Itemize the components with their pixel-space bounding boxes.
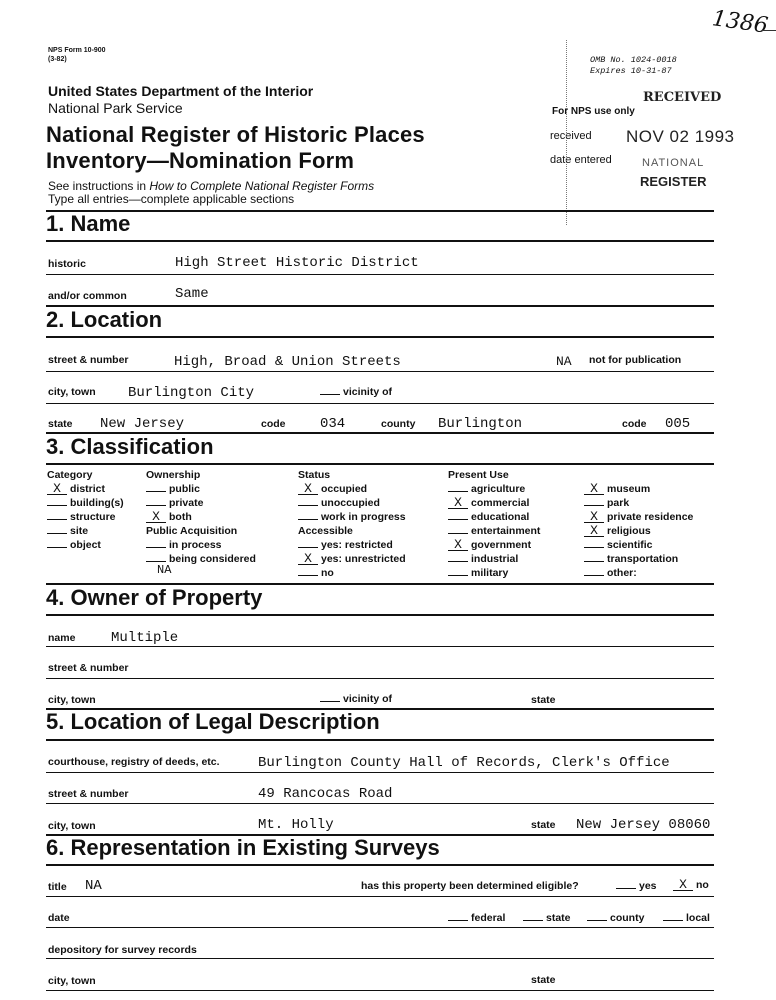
instructions-guide-title: How to Complete National Register Forms <box>149 179 375 193</box>
use-commercial[interactable] <box>448 497 529 509</box>
use-scientific[interactable] <box>584 539 653 551</box>
category-district[interactable] <box>47 483 105 495</box>
accessible-header: Accessible <box>298 525 353 537</box>
county-value[interactable]: Burlington <box>438 416 523 432</box>
form-title-line2: Inventory—Nomination Form <box>46 148 355 173</box>
option-label: educational <box>471 511 530 523</box>
option-label: museum <box>607 483 651 495</box>
checkbox[interactable] <box>146 491 166 492</box>
checkbox[interactable] <box>298 547 318 548</box>
checkbox[interactable]: X <box>584 483 604 495</box>
option-label: work in progress <box>321 511 406 523</box>
option-label: entertainment <box>471 525 541 537</box>
ownership-public[interactable] <box>146 483 200 495</box>
rule-city <box>46 403 714 404</box>
section-4-heading: 4. Owner of Property <box>46 585 263 610</box>
service-name: National Park Service <box>48 100 183 116</box>
checkbox[interactable]: X <box>298 483 318 495</box>
vicinity-text: vicinity of <box>343 386 393 398</box>
category-header: Category <box>47 469 93 481</box>
option-label: transportation <box>607 553 679 565</box>
state-label: state <box>48 418 73 430</box>
survey-local[interactable] <box>663 911 710 924</box>
option-label: agriculture <box>471 483 526 495</box>
owner-city-label: city, town <box>48 694 96 706</box>
use-park[interactable] <box>584 497 629 509</box>
omb-expires: Expires 10-31-87 <box>590 66 672 76</box>
stamp-register: REGISTER <box>640 174 707 189</box>
street-value[interactable]: High, Broad & Union Streets <box>174 354 401 370</box>
option-label: yes: restricted <box>321 539 393 551</box>
instructions-prefix: See instructions in <box>48 179 150 193</box>
rule-depository <box>46 958 714 959</box>
common-value[interactable]: Same <box>175 286 209 302</box>
form-title-line1: National Register of Historic Places <box>46 122 425 147</box>
handwritten-record-number: 1386 <box>710 6 770 39</box>
option-label: government <box>471 539 532 551</box>
county-blank[interactable] <box>587 911 607 921</box>
owner-street-label: street & number <box>48 662 129 674</box>
eligible-yes[interactable] <box>616 879 657 892</box>
option-label: no <box>321 567 334 579</box>
rule-s5-bottom <box>46 739 714 741</box>
not-for-publication-value[interactable]: NA <box>556 354 572 369</box>
accessible-restricted[interactable] <box>298 539 393 551</box>
use-religious[interactable] <box>584 525 651 537</box>
owner-vicinity <box>320 692 392 705</box>
instructions-line2: Type all entries—complete applicable sections <box>48 192 295 206</box>
local-blank[interactable] <box>663 911 683 921</box>
courthouse-label: courthouse, registry of deeds, etc. <box>48 756 220 768</box>
rule-s1-top <box>46 210 714 212</box>
checkbox[interactable]: X <box>584 525 604 537</box>
public-acquisition-header: Public Acquisition <box>146 525 238 537</box>
option-label: occupied <box>321 483 368 495</box>
rule-survey-date <box>46 927 714 928</box>
option-label: scientific <box>607 539 653 551</box>
option-label: unoccupied <box>321 497 380 509</box>
federal-label: federal <box>471 912 506 924</box>
option-label: military <box>471 567 509 579</box>
checkbox[interactable] <box>584 561 604 562</box>
category-object[interactable] <box>47 539 101 551</box>
state-value[interactable]: New Jersey <box>100 416 185 432</box>
section-2-heading: 2. Location <box>46 307 163 332</box>
accessible-unrestricted[interactable] <box>298 553 406 565</box>
rule-s6-bottom <box>46 864 714 866</box>
owner-vicinity-blank[interactable] <box>320 692 340 702</box>
use-other[interactable] <box>584 567 637 579</box>
owner-name-label: name <box>48 632 76 644</box>
checkbox[interactable]: X <box>298 553 318 565</box>
checkbox[interactable]: X <box>448 497 468 509</box>
survey-state-label: state <box>531 974 556 986</box>
survey-title-label: title <box>48 881 67 893</box>
legal-city-value[interactable]: Mt. Holly <box>258 817 334 833</box>
checkbox[interactable] <box>448 491 468 492</box>
depository-label: depository for survey records <box>48 944 197 956</box>
not-for-publication-label: not for publication <box>589 354 682 366</box>
section-1-heading: 1. Name <box>46 211 131 236</box>
stamp-received: RECEIVED <box>643 90 722 105</box>
received-label: received <box>550 130 592 142</box>
checkbox[interactable] <box>47 547 67 548</box>
agency-name: United States Department of the Interior <box>48 83 314 99</box>
survey-date-label: date <box>48 912 70 924</box>
eligible-no[interactable] <box>673 879 709 891</box>
rule-s2-bottom <box>46 336 714 338</box>
city-label: city, town <box>48 386 96 398</box>
option-label: industrial <box>471 553 519 565</box>
checkbox[interactable] <box>146 561 166 562</box>
nps-box-divider <box>566 40 567 225</box>
historic-label: historic <box>48 258 86 270</box>
status-occupied[interactable] <box>298 483 367 495</box>
survey-city-label: city, town <box>48 975 96 987</box>
status-header: Status <box>298 469 331 481</box>
checkbox[interactable] <box>448 575 468 576</box>
use-museum[interactable] <box>584 483 650 495</box>
option-label: object <box>70 539 101 551</box>
option-label: in process <box>169 539 222 551</box>
vicinity-blank[interactable] <box>320 385 340 395</box>
use-military[interactable] <box>448 567 508 579</box>
legal-street-label: street & number <box>48 788 129 800</box>
state-level-label: state <box>546 912 571 924</box>
rule-s3-bottom <box>46 463 714 465</box>
courthouse-value[interactable]: Burlington County Hall of Records, Clerk's Office <box>258 755 670 771</box>
legal-street-value[interactable]: 49 Rancocas Road <box>258 786 393 802</box>
use-government[interactable] <box>448 539 531 551</box>
checkbox[interactable] <box>584 505 604 506</box>
corner-mark <box>762 30 776 31</box>
legal-state-label: state <box>531 819 556 831</box>
status-work-in-progress[interactable] <box>298 511 406 523</box>
section-3-heading: 3. Classification <box>46 434 214 459</box>
category-buildings[interactable] <box>47 497 124 509</box>
checkbox[interactable] <box>47 533 67 534</box>
option-label: religious <box>607 525 651 537</box>
state-code-value[interactable]: 034 <box>320 416 346 432</box>
state-blank[interactable] <box>523 911 543 921</box>
use-agriculture[interactable] <box>448 483 525 495</box>
checkbox[interactable]: X <box>146 511 166 523</box>
use-entertainment[interactable] <box>448 525 540 537</box>
legal-state-value[interactable]: New Jersey 08060 <box>576 817 711 833</box>
option-label: other: <box>607 567 637 579</box>
checkbox[interactable] <box>448 561 468 562</box>
eligible-question: has this property been determined eligible? <box>361 880 579 892</box>
local-level-label: local <box>686 912 710 924</box>
option-label: yes: unrestricted <box>321 553 406 565</box>
accessible-no[interactable] <box>298 567 334 579</box>
section-5-heading: 5. Location of Legal Description <box>46 709 380 734</box>
section-6-heading: 6. Representation in Existing Surveys <box>46 835 440 860</box>
common-label: and/or common <box>48 290 127 302</box>
present-use-header: Present Use <box>448 469 509 481</box>
omb-number: OMB No. 1024-0018 <box>590 55 677 65</box>
checkbox[interactable] <box>146 505 166 506</box>
no-checkbox[interactable]: X <box>673 879 693 891</box>
survey-title-value[interactable]: NA <box>85 878 102 894</box>
survey-federal[interactable] <box>448 911 505 924</box>
status-unoccupied[interactable] <box>298 497 380 509</box>
checkbox[interactable] <box>584 547 604 548</box>
checkbox[interactable] <box>298 519 318 520</box>
checkbox[interactable] <box>47 505 67 506</box>
checkbox[interactable] <box>584 575 604 576</box>
option-label: commercial <box>471 497 530 509</box>
use-educational[interactable] <box>448 511 529 523</box>
ownership-private[interactable] <box>146 497 203 509</box>
option-label: private <box>169 497 204 509</box>
federal-blank[interactable] <box>448 911 468 921</box>
stamp-date: NOV 02 1993 <box>626 127 735 146</box>
state-code-label: code <box>261 418 286 430</box>
nps-use-label: For NPS use only <box>552 106 635 117</box>
rule-legal-street <box>46 803 714 804</box>
survey-state[interactable] <box>523 911 571 924</box>
checkbox[interactable]: X <box>448 539 468 551</box>
form-revision: (3-82) <box>48 56 67 63</box>
stamp-national: NATIONAL <box>642 157 705 169</box>
use-industrial[interactable] <box>448 553 518 565</box>
rule-owner-street <box>46 678 714 679</box>
use-transportation[interactable] <box>584 553 678 565</box>
checkbox[interactable] <box>448 519 468 520</box>
yes-label: yes <box>639 880 657 892</box>
survey-county[interactable] <box>587 911 644 924</box>
historic-value[interactable]: High Street Historic District <box>175 255 419 271</box>
city-value[interactable]: Burlington City <box>128 385 255 401</box>
rule-owner-name <box>46 646 714 647</box>
checkbox[interactable] <box>298 575 318 576</box>
option-label: building(s) <box>70 497 124 509</box>
owner-vicinity-text: vicinity of <box>343 693 393 705</box>
owner-state-label: state <box>531 694 556 706</box>
ownership-both[interactable] <box>146 511 192 523</box>
rule-s1-bottom <box>46 240 714 242</box>
checkbox[interactable]: X <box>47 483 67 495</box>
vicinity-label <box>320 385 392 398</box>
category-site[interactable] <box>47 525 88 537</box>
date-entered-label: date entered <box>550 154 612 166</box>
use-private-residence[interactable] <box>584 511 693 523</box>
acquisition-na: NA <box>157 563 172 577</box>
county-level-label: county <box>610 912 645 924</box>
county-code-label: code <box>622 418 647 430</box>
option-label: public <box>169 483 200 495</box>
option-label: district <box>70 483 106 495</box>
checkbox[interactable] <box>47 519 67 520</box>
rule-s4-bottom <box>46 614 714 616</box>
owner-name-value[interactable]: Multiple <box>111 630 179 646</box>
rule-survey-city <box>46 990 714 991</box>
rule-street <box>46 371 714 372</box>
checkbox[interactable] <box>448 533 468 534</box>
county-code-value[interactable]: 005 <box>665 416 691 432</box>
rule-historic <box>46 274 714 275</box>
form-id: NPS Form 10-900 <box>48 47 106 54</box>
option-label: site <box>70 525 89 537</box>
option-label: both <box>169 511 192 523</box>
option-label: private residence <box>607 511 694 523</box>
option-label: structure <box>70 511 116 523</box>
option-label: being considered <box>169 553 256 565</box>
checkbox[interactable] <box>298 505 318 506</box>
option-label: park <box>607 497 630 509</box>
acquisition-in-process[interactable] <box>146 539 222 551</box>
yes-blank[interactable] <box>616 879 636 889</box>
ownership-header: Ownership <box>146 469 201 481</box>
county-label: county <box>381 418 416 430</box>
rule-survey-title <box>46 896 714 897</box>
checkbox[interactable] <box>146 547 166 548</box>
street-label: street & number <box>48 354 129 366</box>
category-structure[interactable] <box>47 511 116 523</box>
rule-courthouse <box>46 772 714 773</box>
no-label: no <box>696 879 709 891</box>
checkbox[interactable]: X <box>584 511 604 523</box>
instructions-line1 <box>48 179 374 193</box>
legal-city-label: city, town <box>48 820 96 832</box>
